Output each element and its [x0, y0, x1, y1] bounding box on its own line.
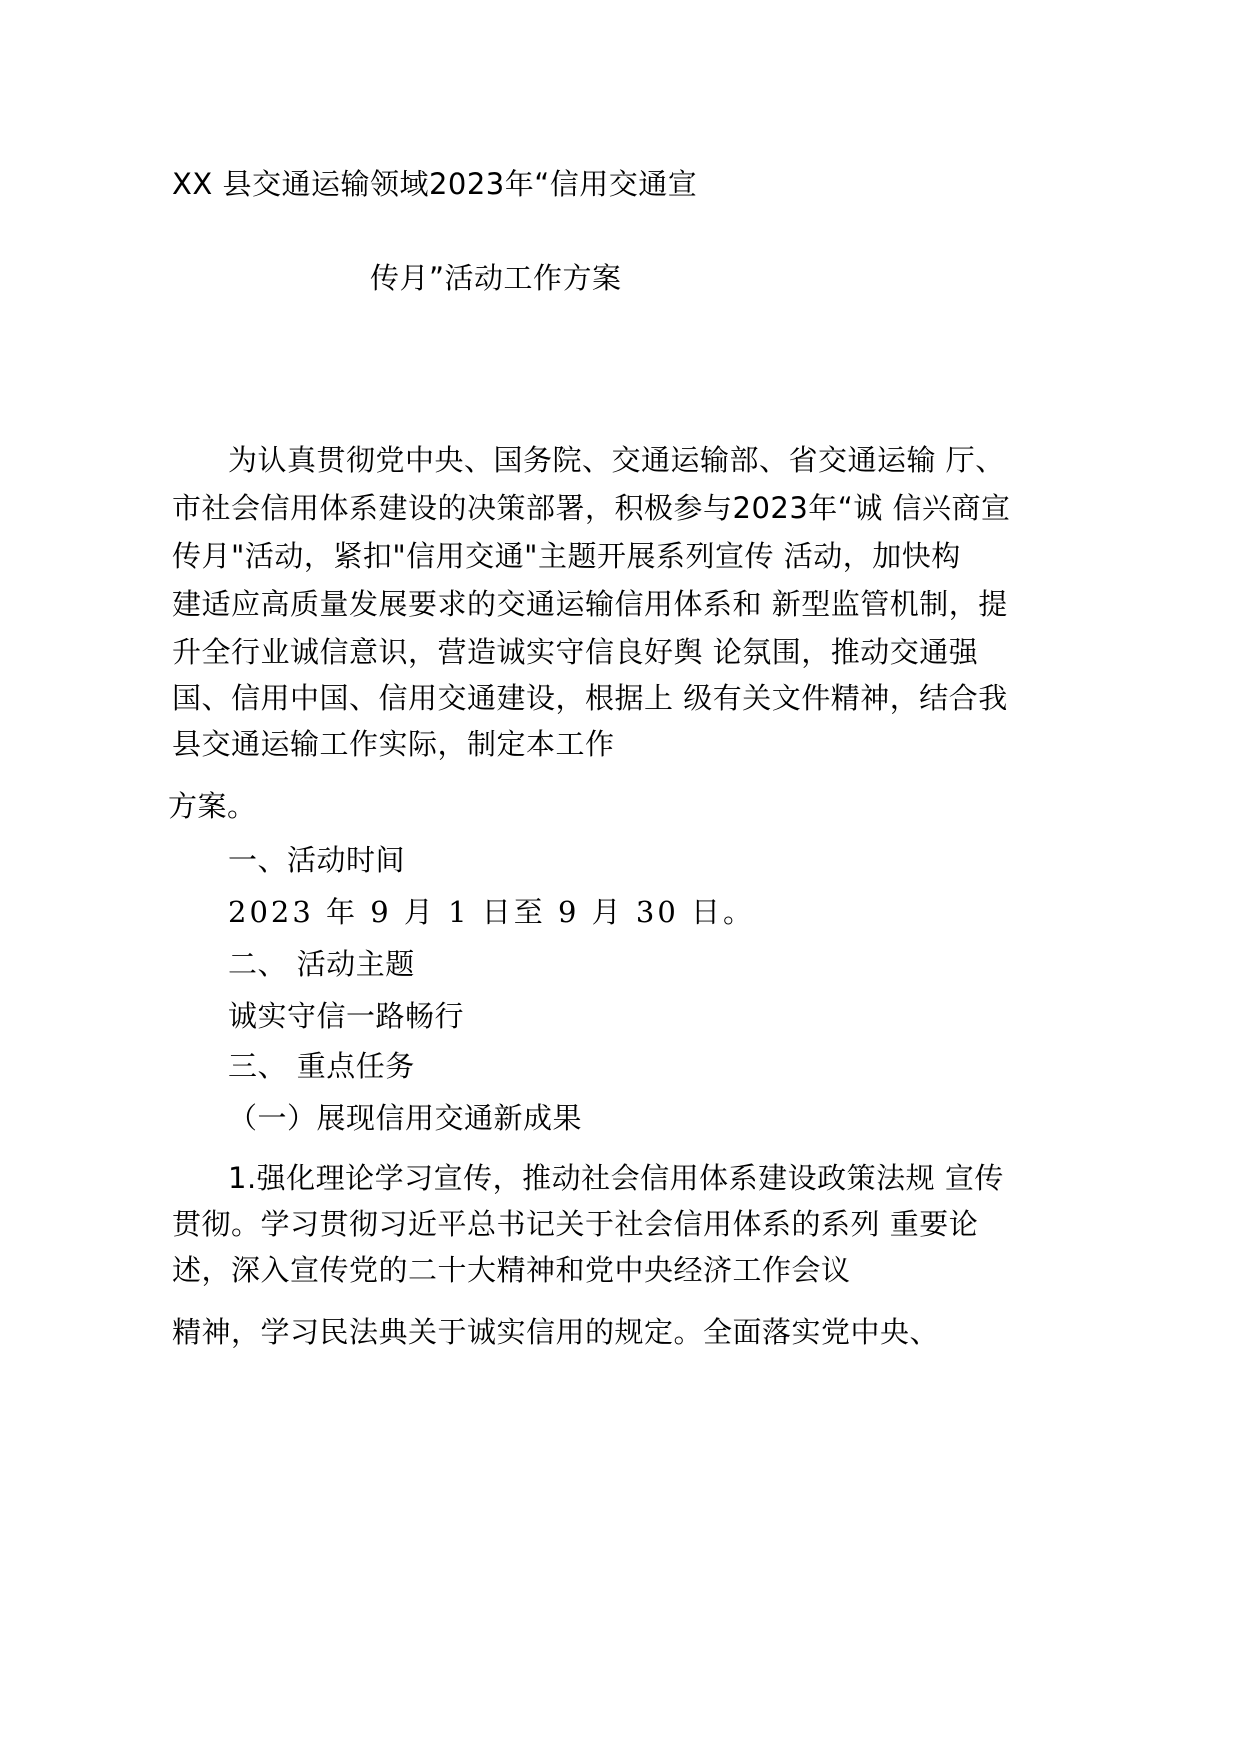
intro-line-3: 传月"活动，紧扣"信用交通"主题开展系列宣传 活动，加快构 [172, 539, 961, 573]
title-line-2: 传月”活动工作方案 [370, 261, 622, 295]
intro-line-2: 市社会信用体系建设的决策部署，积极参与2023年“诚 信兴商宣 [172, 491, 1011, 525]
item-1-line-1: 1.强化理论学习宣传，推动社会信用体系建设政策法规 宣传 [228, 1161, 1004, 1195]
intro-line-7: 县交通运输工作实际，制定本工作 [172, 727, 615, 761]
intro-line-1: 为认真贯彻党中央、国务院、交通运输部、省交通运输 厅、 [228, 443, 1005, 477]
item-1-line-2: 贯彻。学习贯彻习近平总书记关于社会信用体系的系列 重要论 [172, 1207, 979, 1241]
intro-line-5: 升全行业诚信意识，营造诚实守信良好舆 论氛围，推动交通强 [172, 635, 979, 669]
section-2-body: 诚实守信一路畅行 [228, 999, 465, 1033]
intro-line-8: 方案。 [168, 789, 257, 823]
item-1-line-4: 精神，学习民法典关于诚实信用的规定。全面落实党中央、 [172, 1315, 940, 1349]
intro-line-4: 建适应高质量发展要求的交通运输信用体系和 新型监管机制，提 [172, 587, 1008, 621]
item-1-line-3: 述，深入宣传党的二十大精神和党中央经济工作会议 [172, 1253, 851, 1287]
title-line-1: XX 县交通运输领域2023年“信用交通宣 [172, 167, 698, 201]
section-1-heading: 一、活动时间 [228, 843, 406, 877]
section-3-subheading-1: （一）展现信用交通新成果 [228, 1101, 583, 1135]
section-1-body: 2023 年 9 月 1 日至 9 月 30 日。 [228, 895, 756, 929]
section-2-heading: 二、 活动主题 [228, 947, 415, 981]
section-3-heading: 三、 重点任务 [228, 1049, 415, 1083]
intro-line-6: 国、信用中国、信用交通建设，根据上 级有关文件精神，结合我 [172, 681, 1008, 715]
